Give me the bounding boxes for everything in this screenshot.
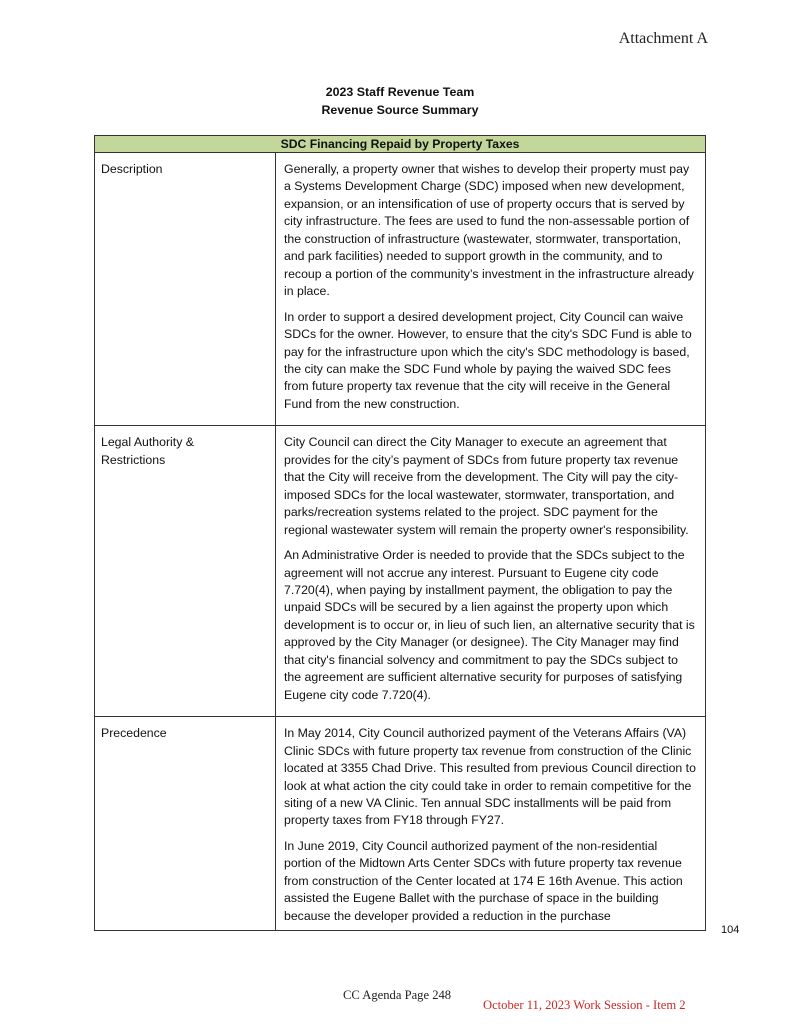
label-line: Legal Authority & <box>101 435 194 450</box>
agenda-page-label: CC Agenda Page 248 <box>343 988 452 1002</box>
table-row-precedence <box>95 717 706 931</box>
paragraph: City Council can direct the City Manager to execute an agreement that provides for the city’s payment of SDCs from future property tax revenue that the City will receive from the development. The City will pay the city-imposed SDCs for the local wastewater, stormwater, transportation, and parks/recreation systems related to the project. SDC payment for the regional wastewater system will remain the property owner's responsibility. <box>284 435 689 537</box>
table-row-description <box>95 153 706 426</box>
table-heading: SDC Financing Repaid by Property Taxes <box>95 136 706 153</box>
page-title <box>0 84 800 119</box>
row-label-description: Description <box>95 153 276 426</box>
revenue-summary-table <box>94 135 706 931</box>
paragraph: In June 2019, City Council authorized payment of the non-residential portion of the Midtown Arts Center SDCs with future property tax revenue from construction of the Center located at 174 E 16th Avenue. This action assisted the Eugene Ballet with the purchase of space in the building because the developer provided a reduction in the purchase <box>284 838 683 923</box>
paragraph: In May 2014, City Council authorized payment of the Veterans Affairs (VA) Clinic SDCs with future property tax revenue from construction of the Clinic located at 3355 Chad Drive. This resulted from previous Council direction to look at what action the city could take in order to remain competitive for the siting of a new VA Clinic. Ten annual SDC installments will be paid from property taxes from FY18 through FY27. <box>284 726 696 828</box>
attachment-label: Attachment A <box>618 30 708 47</box>
paragraph: Generally, a property owner that wishes to develop their property must pay a Systems Development Charge (SDC) imposed when new development, expansion, or an intensification of use of property occurs that is served by city infrastructure. The fees are used to fund the non-assessable portion of the construction of infrastructure (wastewater, stormwater, transportation, and park facilities) needed to support growth in the community, and to recoup a portion of the community’s investment in the infrastructure already in place. <box>284 162 694 299</box>
page-number: 104 <box>721 924 740 936</box>
title-line-2: Revenue Source Summary <box>321 102 479 117</box>
label-line: Restrictions <box>101 452 166 467</box>
row-label-legal-authority <box>95 426 276 717</box>
table-header-row <box>95 136 706 153</box>
row-content-description <box>276 153 706 426</box>
table-row-legal-authority <box>95 426 706 717</box>
paragraph: An Administrative Order is needed to provide that the SDCs subject to the agreement will not accrue any interest. Pursuant to Eugene city code 7.720(4), when paying by installment payment, the obligation to pay the unpaid SDCs will be secured by a lien against the property upon which development is to occur or, in lieu of such lien, an alternative security that is approved by the City Manager (or designee). The City Manager may find that city's financial solvency and commitment to pay the SDCs subject to the agreement are sufficient alternative security for purposes of satisfying Eugene city code 7.720(4). <box>284 548 695 702</box>
title-line-1: 2023 Staff Revenue Team <box>325 85 475 99</box>
row-content-legal-authority <box>276 426 706 717</box>
row-content-precedence <box>276 717 706 931</box>
paragraph: In order to support a desired development project, City Council can waive SDCs for the owner. However, to ensure that the city's SDC Fund is able to pay for the infrastructure upon which the city's SDC methodology is based, the city can make the SDC Fund whole by paying the waived SDC fees from future property tax revenue that the city will receive in the General Fund from the new construction. <box>284 309 692 411</box>
row-label-precedence: Precedence <box>95 717 276 931</box>
work-session-label: October 11, 2023 Work Session - Item 2 <box>483 998 686 1012</box>
